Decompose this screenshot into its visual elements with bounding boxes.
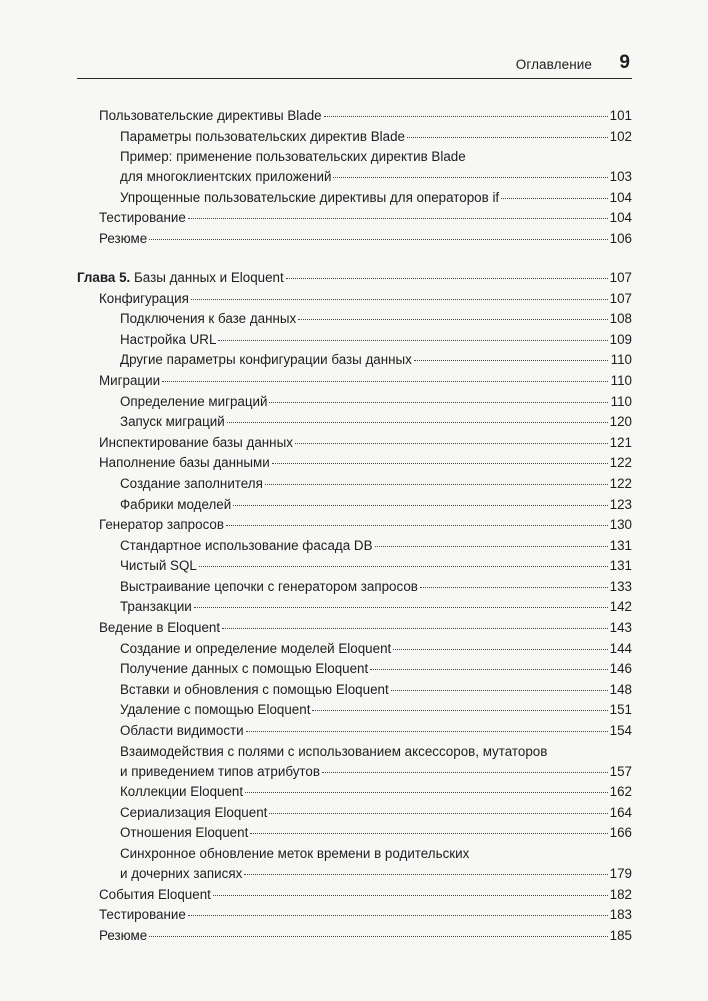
toc-page-number: 131 [609,558,632,574]
toc-entry-title [120,536,373,556]
toc-entry-title [120,597,192,617]
toc-entry[interactable] [99,106,632,126]
toc-page-number: 122 [609,455,632,471]
toc-page-number: 102 [609,128,632,144]
toc-entry-title [120,762,320,782]
toc-page-number: 107 [609,269,632,285]
toc-entry-text: Тестирование [99,210,186,226]
toc-entry[interactable] [120,639,632,659]
dot-leader [286,278,608,279]
toc-page-number: 130 [609,517,632,533]
toc-entry-title [120,474,263,494]
toc-entry-title [120,556,197,576]
toc-entry-text: Удаление с помощью Eloquent [120,702,311,718]
toc-entry[interactable] [120,188,632,208]
toc-entry-title [120,167,331,187]
toc-entry-title [120,823,248,843]
toc-entry-text: Другие параметры конфигурации базы данных [120,352,412,368]
toc-entry[interactable] [120,127,632,147]
toc-entry-text: Создание и определение моделей Eloquent [120,640,392,656]
dot-leader [265,484,608,485]
toc-entry-text: Упрощенные пользовательские директивы для операторов if [120,189,500,205]
dot-leader [414,360,608,361]
toc-entry-title [99,905,186,925]
toc-entry-text: Создание заполнителя [120,475,263,491]
toc-entry-text: Инспектирование базы данных [99,434,293,450]
toc-entry[interactable] [120,803,632,823]
toc-entry-text: Подключения к базе данных [120,311,297,327]
toc-entry-text: Определение миграций [120,393,268,409]
toc-entry[interactable] [99,453,632,473]
toc-page-number: 142 [609,599,632,615]
toc-entry-text: Сериализация Eloquent [120,804,268,820]
dot-leader [191,299,608,300]
toc-entry-text: Ведение в Eloquent [99,620,221,636]
dot-leader [194,607,608,608]
toc-entry-text: Конфигурация [99,290,189,306]
toc-entry-text: Генератор запросов [99,517,224,533]
dot-leader [222,628,608,629]
toc-entry[interactable] [99,433,632,453]
toc-page-number: 143 [609,620,632,636]
toc-page-number: 133 [609,578,632,594]
toc-entry-title [99,926,147,946]
toc-entry[interactable] [99,229,632,249]
dot-leader [226,525,608,526]
toc-page-number: 157 [609,763,632,779]
header-page-number: 9 [619,52,630,73]
toc-entry[interactable] [99,905,632,925]
toc-entry-text: Миграции [99,372,161,388]
toc-page-number: 106 [609,230,632,246]
toc-entry-title [120,803,267,823]
toc-page-number: 162 [609,784,632,800]
toc-entry[interactable] [120,392,632,412]
toc-entry[interactable] [99,289,632,309]
dot-leader [370,669,607,670]
header-title: Оглавление [515,57,592,72]
toc-entry-title [99,433,293,453]
toc-page-number: 166 [609,825,632,841]
toc-entry-text: Выстраивание цепочки с генератором запросов [120,578,418,594]
toc-page-number: 146 [609,661,632,677]
toc-entry[interactable] [120,721,632,741]
toc-entry-text: Вставки и обновления с помощью Eloquent [120,681,389,697]
running-header [77,52,632,79]
toc-page-number: 183 [609,907,632,923]
toc-entry[interactable] [120,536,632,556]
toc-page-number: 110 [610,393,632,409]
toc-entry-title-line1: Взаимодействия с полями с использованием аксессоров, мутаторов [120,743,548,759]
toc-entry[interactable] [120,823,632,843]
toc-entry-title [120,330,216,350]
dot-leader [407,137,608,138]
toc-page-number: 104 [609,189,632,205]
table-of-contents [77,106,632,946]
toc-page-number: 122 [609,475,632,491]
toc-entry-title-line1: Синхронное обновление меток времени в родительских [120,846,470,861]
toc-entry-title [77,268,284,288]
toc-entry-text: Тестирование [99,907,186,923]
toc-entry[interactable] [120,330,632,350]
dot-leader [391,690,608,691]
toc-page-number: 121 [609,434,632,450]
dot-leader [199,566,608,567]
toc-page-number: 120 [609,414,632,430]
toc-entry[interactable] [120,680,632,700]
dot-leader [324,116,608,117]
toc-entry-text: Коллекции Eloquent [120,784,244,800]
toc-entry-text: Области видимости [120,723,244,739]
toc-entry[interactable] [99,926,632,946]
toc-page-number: 148 [609,681,632,697]
dot-leader [162,381,608,382]
toc-entry-title [120,309,296,329]
toc-entry-title [120,495,231,515]
toc-entry[interactable] [99,885,632,905]
toc-entry-title [120,721,244,741]
toc-entry[interactable] [120,844,632,884]
toc-entry[interactable] [120,556,632,576]
toc-entry[interactable] [120,577,632,597]
toc-entry-text: Пользовательские директивы Blade [99,108,322,123]
toc-page-number: 123 [609,496,632,512]
toc-entry-title [99,515,224,535]
dot-leader [295,443,608,444]
toc-entry[interactable] [120,412,632,432]
toc-entry-text: и дочерних записях [120,866,243,881]
toc-page-number: 131 [609,537,632,553]
toc-entry-title [120,659,368,679]
toc-page-number: 154 [609,723,632,739]
dot-leader [227,422,608,423]
toc-entry-title [120,350,412,370]
toc-entry-title [120,639,391,659]
toc-entry-text: Фабрики моделей [120,496,232,512]
dot-leader [233,505,607,506]
dot-leader [213,895,608,896]
toc-entry-title [99,885,211,905]
dot-leader [188,218,608,219]
toc-entry-title [120,577,418,597]
dot-leader [149,936,607,937]
dot-leader [269,402,608,403]
toc-entry-text: Настройка URL [120,331,217,347]
toc-page-number: 164 [609,804,632,820]
toc-entry[interactable] [99,371,632,391]
toc-entry-text: Запуск миграций [120,414,225,430]
dot-leader [312,710,607,711]
toc-entry-text: Наполнение базы данными [99,455,270,471]
toc-page-number: 185 [609,927,632,943]
toc-entry[interactable] [120,782,632,802]
toc-entry[interactable] [120,147,632,187]
toc-entry-title [99,371,160,391]
dot-leader [244,874,607,875]
toc-page-number: 179 [609,866,632,881]
dot-leader [420,587,608,588]
toc-chapter-entry[interactable] [77,268,632,288]
toc-entry-text: Получение данных с помощью Eloquent [120,661,369,677]
toc-page-number: 110 [610,352,632,368]
dot-leader [246,731,608,732]
dot-leader [245,792,608,793]
toc-entry-text: для многоклиентских приложений [120,169,332,185]
toc-entry[interactable] [99,515,632,535]
toc-entry[interactable] [120,495,632,515]
toc-page-number: 110 [610,372,632,388]
toc-entry-title [99,229,147,249]
toc-entry-text: Стандартное использование фасада DB [120,537,373,553]
dot-leader [250,833,607,834]
toc-entry-title [120,680,389,700]
toc-entry-title [99,618,220,638]
dot-leader [375,546,608,547]
dot-leader [269,813,607,814]
toc-entry-text: Базы данных и Eloquent [130,269,284,285]
toc-entry[interactable] [120,742,632,782]
toc-entry-title [120,188,499,208]
dot-leader [218,340,607,341]
toc-entry-title [99,453,270,473]
toc-entry-title [120,782,243,802]
toc-entry[interactable] [120,350,632,370]
toc-entry[interactable] [120,474,632,494]
toc-entry[interactable] [99,618,632,638]
dot-leader [393,649,607,650]
toc-page-number: 101 [609,108,632,123]
dot-leader [501,198,608,199]
toc-page-number: 144 [609,640,632,656]
toc-entry-title [99,106,322,126]
dot-leader [322,772,608,773]
toc-page-number: 151 [609,702,632,718]
toc-entry[interactable] [120,309,632,329]
chapter-number: Глава 5. [77,269,131,285]
toc-entry-title [99,208,186,228]
toc-entry-text: Резюме [99,230,148,246]
toc-entry[interactable] [99,208,632,228]
toc-page-number: 108 [609,311,632,327]
dot-leader [149,239,607,240]
toc-entry-title [120,700,310,720]
dot-leader [333,177,607,178]
toc-entry[interactable] [120,659,632,679]
toc-entry-text: Чистый SQL [120,558,197,574]
toc-page-number: 107 [609,290,632,306]
toc-page-number: 182 [609,886,632,902]
toc-entry[interactable] [120,700,632,720]
toc-entry-title-line1: Пример: применение пользовательских директив Blade [120,149,466,165]
toc-entry-title [99,289,189,309]
dot-leader [272,463,608,464]
toc-entry-text: и приведением типов атрибутов [120,763,320,779]
toc-page-number: 103 [609,169,632,185]
toc-entry[interactable] [120,597,632,617]
toc-entry-text: Транзакции [120,599,192,615]
dot-leader [188,915,608,916]
toc-entry-title [120,127,405,147]
dot-leader [298,319,607,320]
toc-page-number: 109 [609,331,632,347]
toc-entry-title [120,392,267,412]
toc-entry-text: Резюме [99,927,148,943]
toc-entry-text: Отношения Eloquent [120,825,249,841]
toc-page-number: 104 [609,210,632,226]
toc-entry-text: События Eloquent [99,886,211,902]
toc-entry-text: Параметры пользовательских директив Blade [120,128,405,144]
toc-entry-title [120,412,225,432]
toc-entry-title [120,864,242,884]
